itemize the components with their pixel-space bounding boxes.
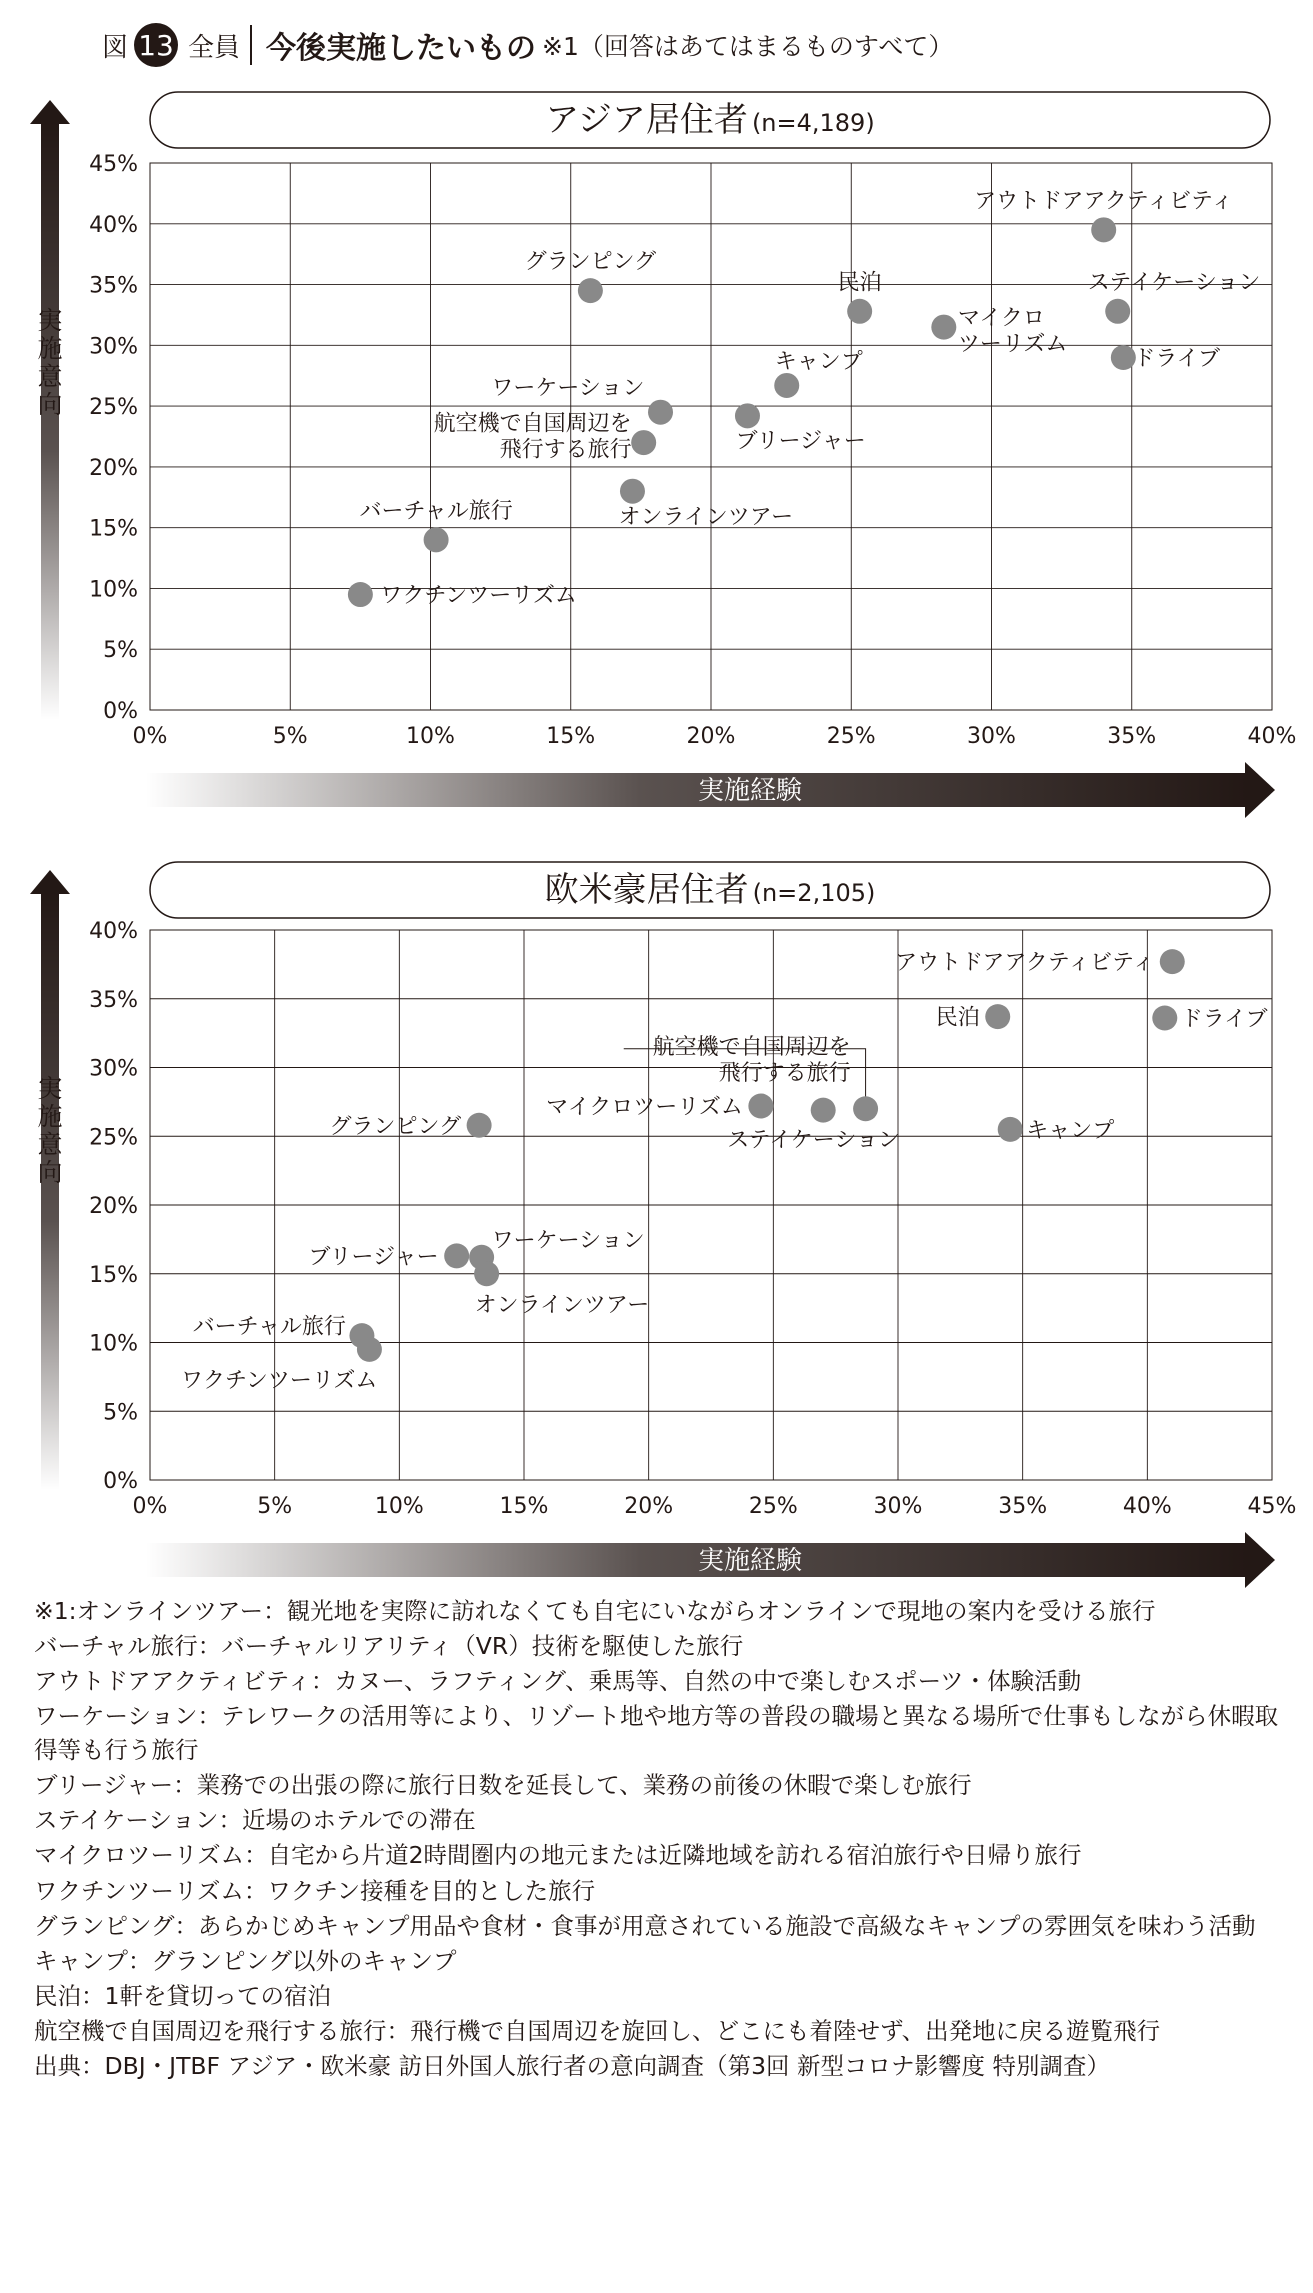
scope-label: 全員 [188,32,241,63]
y-tick-label: 15% [89,516,138,542]
data-point-label-line: 航空機で自国周辺を [433,411,632,437]
data-point-label-line: ドライブ [1133,346,1221,372]
x-axis-arrowhead [1245,1532,1275,1588]
x-tick-label: 45% [1247,1494,1297,1519]
x-tick-label: 30% [873,1494,923,1519]
y-axis-label-char: 向 [37,389,63,419]
note-staycation: ステイケーション：近場のホテルでの滞在 [34,1806,476,1835]
data-point-label-line: グランピング [329,1114,462,1140]
note-bleisure: ブリージャー：業務での出張の際に旅行日数を延長して、業務の前後の休暇で楽しむ旅行 [34,1771,972,1800]
data-point-label [775,349,863,374]
y-tick-label: 20% [89,455,138,481]
y-tick-label: 5% [103,638,138,664]
data-point-label [727,1128,900,1153]
x-axis-label: 実施経験 [697,1546,803,1576]
y-tick-label: 40% [89,919,138,944]
data-point [1111,345,1136,370]
y-axis-label-char: 実 [37,305,63,335]
note-camping: キャンプ：グランピング以外のキャンプ [34,1946,457,1975]
data-point-label-line: ワクチンツーリズム [380,583,577,609]
y-axis-label-char: 向 [37,1158,63,1187]
note-vaccine-tourism: ワクチンツーリズム：ワクチン接種を目的とした旅行 [34,1876,596,1905]
data-point [474,1261,499,1286]
note-workation: ワーケーション：テレワークの活用等により、リゾート地や地方等の普段の職場と異なる場所で仕事もしながら休暇取得等も行う旅行 [34,1702,1279,1765]
data-point [1160,949,1185,974]
x-tick-label: 15% [546,724,596,749]
data-point [424,527,449,552]
y-tick-label: 45% [89,152,138,177]
data-point-label-line: オンラインツアー [618,505,794,531]
y-tick-label: 25% [89,1125,138,1151]
footnotes [34,1594,1284,2084]
data-point-label [1133,346,1220,371]
note-minpaku: 民泊：1軒を貸切っての宿泊 [34,1981,331,2010]
western-chart [30,862,1296,1588]
data-point-label [380,584,576,609]
x-tick-label: 30% [967,724,1016,749]
x-tick-label: 10% [374,1494,424,1519]
data-point-label-line: ドライブ [1180,1007,1268,1032]
x-tick-label: 10% [406,724,455,749]
data-point-label [653,1035,851,1086]
data-point [853,1096,878,1121]
data-point-label [330,1114,462,1139]
data-point-label [525,250,657,275]
y-tick-label: 35% [89,987,138,1013]
data-point-label-line: 民泊 [935,1005,980,1031]
data-point-label-line: マイクロツーリズム [546,1095,743,1120]
data-point-label [492,1228,645,1253]
data-point-label-line: 民泊 [837,270,882,296]
note-online-tour: ※1:オンラインツアー：観光地を実際に訪れなくても自宅にいながらオンラインで現地の案内を受ける旅行 [34,1597,1156,1625]
data-point-label-line: 航空機で自国周辺を [652,1034,851,1060]
chart-subtitle: (n=4,189) [751,109,875,137]
data-point [1091,217,1116,242]
x-tick-label: 40% [1122,1494,1172,1519]
x-tick-label: 25% [748,1494,798,1519]
data-point [985,1004,1010,1029]
note-outdoor-activity: アウトドアアクティビティ：カヌー、ラフティング、乗馬等、自然の中で楽しむスポーツ・体験活動 [34,1667,1082,1696]
data-point [467,1113,492,1138]
chart-subtitle: (n=2,105) [752,879,876,907]
y-tick-label: 35% [89,273,138,299]
data-point-label-line: キャンプ [1026,1118,1115,1144]
y-axis-label [37,306,62,419]
y-tick-label: 5% [103,1400,138,1426]
data-point [847,299,872,324]
y-axis-label-char: 施 [37,1102,63,1131]
data-point-label-line: オンラインツアー [474,1292,650,1318]
y-axis-label [37,1074,62,1187]
data-point [1152,1006,1177,1031]
data-point [357,1337,382,1362]
x-tick-label: 40% [1247,724,1297,749]
data-point-label-line: ブリージャー [735,428,866,454]
y-tick-label: 40% [89,212,138,238]
data-point [735,403,760,428]
x-tick-label: 25% [826,724,876,749]
data-point [1105,299,1130,324]
y-axis-label-char: 実 [37,1074,63,1103]
y-tick-label: 30% [89,1056,138,1082]
x-axis-label: 実施経験 [697,776,803,806]
figure-title-note: ※1（回答はあてはまるものすべて） [542,32,954,61]
x-tick-label: 5% [272,724,308,749]
data-point-label [1088,270,1261,295]
y-axis-label-char: 施 [37,333,63,363]
note-virtual-travel: バーチャル旅行：バーチャルリアリティ（VR）技術を駆使した旅行 [34,1632,744,1661]
data-point-label [958,306,1068,357]
data-point-label-line: グランピング [524,249,657,275]
x-tick-label: 5% [257,1494,293,1519]
y-axis-arrow-shaft [41,122,59,720]
data-point [631,430,656,455]
data-point-label [618,505,793,530]
y-tick-label: 30% [89,334,138,360]
data-point-label-line: キャンプ [774,349,863,375]
y-axis-arrowhead [30,100,70,124]
data-point-label-line: ワーケーション [491,1228,645,1254]
data-point [578,278,603,303]
data-point-label-line: 飛行する旅行 [718,1060,851,1086]
x-tick-label: 15% [499,1494,549,1519]
y-tick-label: 20% [89,1194,138,1219]
data-point-label [359,499,512,524]
data-point [748,1094,773,1119]
note-source: 出典：DBJ・JTBF アジア・欧米豪 訪日外国人旅行者の意向調査（第3回 新型コロナ影響度 特別調査） [34,2051,1110,2080]
note-microtourism: マイクロツーリズム：自宅から片道2時間圏内の地元または近隣地域を訪れる宿泊旅行や日帰り旅行 [34,1841,1082,1870]
figure-number-badge: 13 [134,23,178,67]
data-point-label [434,412,632,463]
data-point-label [974,189,1233,214]
y-tick-label: 15% [89,1262,138,1288]
y-tick-label: 0% [103,1469,138,1494]
data-point [998,1117,1023,1142]
chart-title-main: アジア居住者 [545,100,748,140]
x-tick-label: 0% [132,724,168,749]
data-point-label-line: バーチャル旅行 [359,498,513,524]
data-point-label-line: ステイケーション [1087,270,1261,296]
y-tick-label: 10% [89,577,138,603]
data-point-label-line: アウトドアアクティビティ [895,950,1155,976]
figure-title: 今後実施したいもの [266,31,537,66]
data-point-label-line: ツーリズム [957,332,1068,358]
data-point-label [181,1368,377,1393]
x-axis-arrowhead [1245,762,1275,818]
data-point-label-line: ワーケーション [491,376,645,402]
y-axis-arrowhead [30,870,70,894]
x-axis-arrow-shaft [145,1543,1247,1577]
x-tick-label: 35% [998,1494,1048,1519]
figure-label: 図 [102,32,129,63]
data-point [348,582,373,607]
data-point [444,1243,469,1268]
x-tick-label: 20% [624,1494,674,1519]
data-point-label-line: マイクロ [957,306,1045,332]
data-point [648,400,673,425]
data-point-label [895,951,1154,976]
data-point-label-line: 飛行する旅行 [499,437,632,463]
chart-title-main: 欧米豪居住者 [544,870,749,910]
data-point [811,1098,836,1123]
data-point-label-line: ブリージャー [308,1244,439,1270]
data-point-label [546,1095,743,1120]
data-point-label-line: バーチャル旅行 [192,1314,346,1340]
x-axis-arrow-shaft [145,773,1247,807]
y-axis-arrow-shaft [41,892,59,1490]
y-axis-label-char: 意 [37,361,63,391]
data-point-label [735,429,865,454]
x-tick-label: 35% [1107,724,1157,749]
data-point-label-line: アウトドアアクティビティ [974,188,1234,214]
data-point [931,315,956,340]
asia-chart [30,92,1296,818]
y-tick-label: 0% [103,699,138,724]
data-point [620,479,645,504]
note-flight-tour: 航空機で自国周辺を飛行する旅行：飛行機で自国周辺を旋回し、どこにも着陸せず、出発地に戻る遊覧飛行 [34,2016,1161,2045]
data-point-label-line: ワクチンツーリズム [180,1368,378,1394]
data-point-label [1181,1007,1268,1032]
data-point [774,373,799,398]
data-point-label [193,1315,346,1340]
x-tick-label: 0% [132,1494,168,1519]
y-tick-label: 10% [89,1331,138,1357]
data-point-label [475,1293,650,1318]
data-point-label [1026,1118,1114,1143]
data-point-label [491,376,644,401]
x-tick-label: 20% [686,724,736,749]
data-point-label-line: ステイケーション [727,1128,900,1154]
data-point-label [936,1006,980,1031]
data-point-label [308,1245,438,1270]
note-glamping: グランピング：あらかじめキャンプ用品や食材・食事が用意されている施設で高級なキャンプの雰囲気を味わう活動 [34,1911,1256,1940]
data-point-label [838,270,882,295]
y-axis-label-char: 意 [37,1130,63,1159]
y-tick-label: 25% [89,395,138,421]
